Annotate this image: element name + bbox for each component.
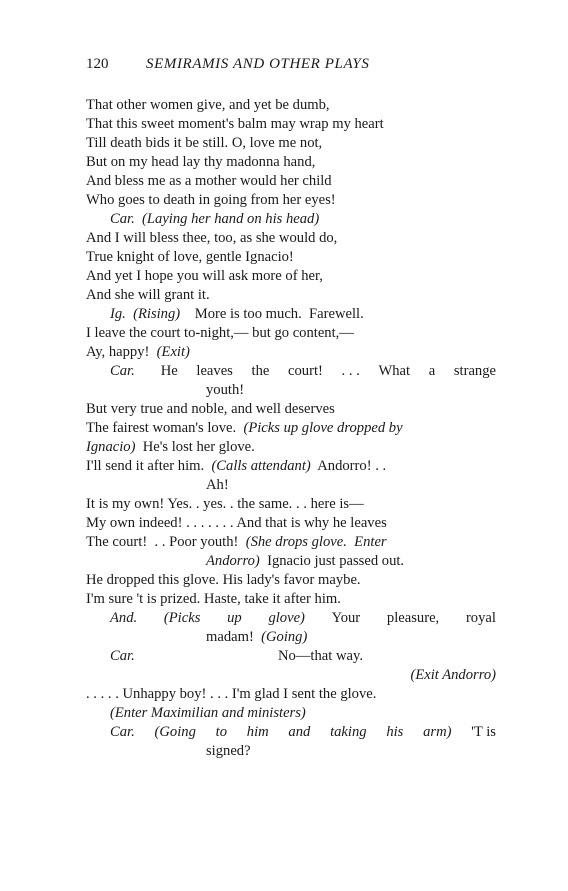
speaker-line <box>110 210 496 229</box>
stage-direction: (Rising) <box>125 306 181 322</box>
stage-direction: Andorro) <box>206 553 260 569</box>
stage-direction: (Exit Andorro) <box>410 667 496 683</box>
word: leaves <box>196 363 233 379</box>
verse-line <box>206 552 496 571</box>
stage-direction-word: taking <box>330 724 367 740</box>
verse-line: My own indeed! . . . . . . . And that is why he leaves <box>86 515 387 531</box>
verse-line <box>86 343 496 362</box>
stage-direction: Ignacio) <box>86 439 136 455</box>
word: 'T is <box>471 724 496 740</box>
verse-line <box>86 419 496 438</box>
stage-direction: (She drops glove. Enter <box>245 534 387 550</box>
stage-direction-word: (Picks <box>163 610 201 626</box>
verse-line: But on my head lay thy madonna hand, <box>86 154 316 170</box>
verse-line: I'm sure 't is prized. Haste, take it after him. <box>86 591 341 607</box>
verse-line: It is my own! Yes. . yes. . the same. . . here is— <box>86 496 364 512</box>
stage-direction: (Calls attendant) <box>211 458 311 474</box>
word: . . . <box>341 363 360 379</box>
verse-text: The court! . . Poor youth! <box>86 534 246 550</box>
verse-line <box>206 628 496 647</box>
verse-line: Ah! <box>206 477 229 493</box>
stage-direction: (Laying her hand on his head) <box>134 211 320 227</box>
verse-text: More is too much. Farewell. <box>180 306 364 322</box>
verse-line: I leave the court to-night,— but go content,— <box>86 325 354 341</box>
verse-line: That other women give, and yet be dumb, <box>86 97 330 113</box>
word: strange <box>453 363 496 379</box>
verse-text: Ignacio just passed out. <box>259 553 405 569</box>
stage-direction: (Exit) <box>156 344 190 360</box>
verse-line: He dropped this glove. His lady's favor maybe. <box>86 572 361 588</box>
speaker-name: And. <box>110 610 138 626</box>
verse-text: The fairest woman's love. <box>86 420 244 436</box>
verse-text: Andorro! . . <box>310 458 387 474</box>
page-header <box>86 56 496 76</box>
stage-direction-word: glove) <box>268 610 305 626</box>
verse-line: Who goes to death in going from her eyes! <box>86 192 336 208</box>
speaker-name: Ig. <box>110 306 126 322</box>
verse-line <box>86 438 496 457</box>
verse-text: Ay, happy! <box>86 344 157 360</box>
speaker-line <box>110 609 496 628</box>
word: court! <box>288 363 323 379</box>
verse-text: madam! <box>206 629 262 645</box>
verse-line <box>86 533 496 552</box>
speaker-name: Car. <box>110 648 135 664</box>
word: He <box>153 363 178 379</box>
speaker-line <box>110 362 496 381</box>
verse-line: But very true and noble, and well deserves <box>86 401 335 417</box>
running-head: SEMIRAMIS AND OTHER PLAYS <box>146 56 370 72</box>
word: What <box>378 363 411 379</box>
stage-direction: (Picks up glove dropped by <box>243 420 403 436</box>
speaker-name: Car. <box>110 724 135 740</box>
stage-direction-word: (Going <box>154 724 196 740</box>
word: a <box>428 363 436 379</box>
verse-line: And bless me as a mother would her child <box>86 173 332 189</box>
verse-line: youth! <box>206 382 245 398</box>
stage-direction-word: to <box>215 724 227 740</box>
speaker-line <box>110 647 496 666</box>
verse-line: That this sweet moment's balm may wrap my heart <box>86 116 384 132</box>
speaker-name: Car. <box>110 363 135 379</box>
verse-line: True knight of love, gentle Ignacio! <box>86 249 294 265</box>
stage-direction: (Enter Maximilian and ministers) <box>110 705 306 721</box>
stage-direction-word: and <box>288 724 311 740</box>
verse-line: And she will grant it. <box>86 287 210 303</box>
speaker-name: Car. <box>110 211 135 227</box>
verse-line: Till death bids it be still. O, love me not, <box>86 135 323 151</box>
verse-text: No—that way. <box>278 648 363 664</box>
word: Your <box>331 610 361 626</box>
verse-text: He's lost her glove. <box>135 439 255 455</box>
word: royal <box>465 610 496 626</box>
stage-direction-word: arm) <box>423 724 452 740</box>
speaker-line <box>110 723 496 742</box>
word: pleasure, <box>386 610 440 626</box>
verse-line: . . . . . Unhappy boy! . . . I'm glad I sent the glove. <box>86 686 377 702</box>
verse-line: And yet I hope you will ask more of her, <box>86 268 323 284</box>
verse-text: I'll send it after him. <box>86 458 212 474</box>
stage-direction-word: his <box>386 724 404 740</box>
verse-line: signed? <box>206 743 251 759</box>
page-number: 120 <box>86 56 109 72</box>
stage-direction-word: him <box>246 724 269 740</box>
speaker-line <box>110 305 496 324</box>
stage-direction-word: up <box>227 610 242 626</box>
stage-direction: (Going) <box>261 629 308 645</box>
word: the <box>251 363 270 379</box>
verse-line: And I will bless thee, too, as she would do, <box>86 230 338 246</box>
verse-line <box>86 457 496 476</box>
